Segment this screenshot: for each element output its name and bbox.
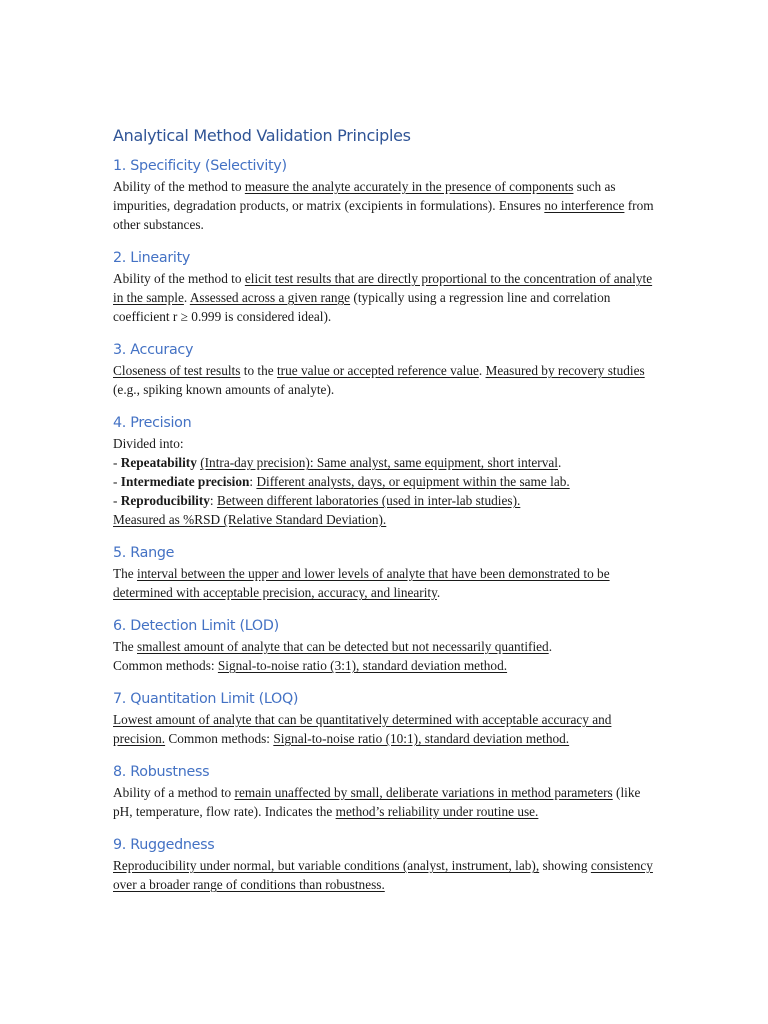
- section-paragraph: [113, 564, 658, 602]
- underlined-text: Signal-to-noise ratio (10:1), standard deviation method.: [273, 731, 570, 746]
- section-5: [113, 544, 658, 602]
- bold-term: Intermediate precision: [120, 474, 250, 489]
- section-paragraph: [113, 453, 658, 472]
- underlined-text: Assessed across a given range: [189, 290, 351, 305]
- text-run: The: [113, 566, 137, 581]
- section-paragraph: [113, 472, 658, 491]
- section-4: [113, 414, 658, 529]
- section-heading: 8. Robustness: [113, 764, 210, 780]
- document-title: Analytical Method Validation Principles: [113, 126, 411, 145]
- section-6: [113, 617, 658, 675]
- text-run: :: [249, 474, 257, 489]
- text-run: to the: [240, 363, 277, 378]
- underlined-text: Closeness of test results: [113, 363, 241, 378]
- text-run: :: [209, 493, 217, 508]
- section-heading: 9. Ruggedness: [113, 837, 215, 853]
- underlined-text: smallest amount of analyte that can be detected but not necessarily quantified: [137, 639, 549, 654]
- text-run: Ability of the method to: [113, 179, 245, 194]
- text-run: such as impurities, degradation products, or matrix (excipients in formulations). Ensures: [113, 179, 616, 213]
- text-run: (like pH, temperature, flow rate). Indicates the: [113, 785, 641, 819]
- text-run: .: [557, 455, 562, 470]
- text-run: -: [113, 493, 121, 508]
- underlined-text: Signal-to-noise ratio (3:1), standard deviation method.: [217, 658, 508, 673]
- text-run: Divided into:: [113, 436, 184, 451]
- text-run: -: [113, 455, 121, 470]
- section-heading: 1. Specificity (Selectivity): [113, 158, 287, 174]
- text-run: .: [478, 363, 486, 378]
- bold-term: Reproducibility: [120, 493, 210, 508]
- section-8: [113, 763, 658, 821]
- sections-container: [113, 157, 658, 894]
- document-page: [113, 124, 658, 894]
- section-2: [113, 249, 658, 326]
- text-run: Ability of a method to: [113, 785, 235, 800]
- underlined-text: (Intra-day precision): Same analyst, same equipment, short interval: [200, 455, 558, 470]
- section-7: [113, 690, 658, 748]
- text-run: Common methods:: [113, 658, 218, 673]
- section-paragraph: [113, 269, 658, 326]
- section-heading: 2. Linearity: [113, 250, 191, 266]
- underlined-text: Between different laboratories (used in inter-lab studies).: [216, 493, 521, 508]
- text-run: The: [113, 639, 137, 654]
- text-run: .: [436, 585, 441, 600]
- text-run: Ability of the method to: [113, 271, 245, 286]
- section-heading: 5. Range: [113, 545, 175, 561]
- section-paragraph: [113, 710, 658, 748]
- section-paragraph: [113, 656, 658, 675]
- section-heading: 4. Precision: [113, 415, 192, 431]
- section-paragraph: [113, 361, 658, 399]
- section-paragraph: [113, 783, 658, 821]
- section-paragraph: [113, 434, 658, 453]
- underlined-text: remain unaffected by small, deliberate variations in method parameters: [234, 785, 613, 800]
- underlined-text: Measured as %RSD (Relative Standard Deviation).: [113, 512, 387, 527]
- bold-term: Repeatability: [120, 455, 197, 470]
- underlined-text: method’s reliability under routine use.: [335, 804, 539, 819]
- underlined-text: measure the analyte accurately in the presence of components: [244, 179, 574, 194]
- underlined-text: consistency over a broader range of conditions than robustness.: [113, 858, 653, 892]
- section-paragraph: [113, 856, 658, 894]
- section-heading: 7. Quantitation Limit (LOQ): [113, 691, 299, 707]
- underlined-text: Different analysts, days, or equipment within the same lab.: [256, 474, 570, 489]
- underlined-text: elicit test results that are directly proportional to the concentration of analyte in the sample: [113, 271, 653, 305]
- text-run: (typically using a regression line and correlation coefficient r ≥ 0.999 is considered ideal).: [113, 290, 611, 324]
- text-run: -: [113, 474, 121, 489]
- section-paragraph: [113, 637, 658, 656]
- text-run: .: [183, 290, 190, 305]
- section-paragraph: [113, 177, 658, 234]
- underlined-text: no interference: [544, 198, 625, 213]
- section-paragraph: [113, 491, 658, 510]
- underlined-text: true value or accepted reference value: [276, 363, 479, 378]
- section-1: [113, 157, 658, 234]
- section-paragraph: [113, 510, 658, 529]
- text-run: showing: [539, 858, 591, 873]
- underlined-text: Measured by recovery studies: [485, 363, 645, 378]
- text-run: from other substances.: [113, 198, 654, 232]
- underlined-text: Lowest amount of analyte that can be quantitatively determined with acceptable accuracy and precision.: [113, 712, 612, 746]
- text-run: .: [548, 639, 553, 654]
- underlined-text: Reproducibility under normal, but variable conditions (analyst, instrument, lab),: [113, 858, 540, 873]
- section-9: [113, 836, 658, 894]
- text-run: (e.g., spiking known amounts of analyte).: [113, 382, 335, 397]
- text-run: Common methods:: [165, 731, 274, 746]
- section-heading: 3. Accuracy: [113, 342, 194, 358]
- section-3: [113, 341, 658, 399]
- section-heading: 6. Detection Limit (LOD): [113, 618, 279, 634]
- underlined-text: interval between the upper and lower levels of analyte that have been demonstrated to be determined with acceptable precision, accuracy, and linearity: [113, 566, 610, 600]
